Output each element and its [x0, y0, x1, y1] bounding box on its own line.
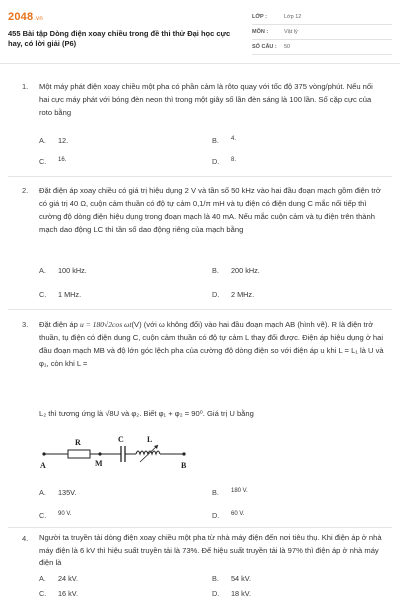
label-b: B	[181, 461, 187, 470]
option-c[interactable]: C. 16 kV.	[39, 589, 79, 598]
option-c[interactable]: C. 90 V.	[39, 511, 72, 520]
question-divider	[8, 176, 392, 177]
inductor-symbol	[136, 451, 160, 454]
question-number: 4.	[22, 534, 29, 543]
option-a[interactable]: A. 24 kV.	[39, 574, 79, 583]
option-b[interactable]: B. 54 kV.	[212, 574, 252, 583]
node-b	[182, 452, 185, 455]
question-text-middle: (hình vẽ). R là điện trở thuần, tụ điện có điện dung C, cuộn cảm thuần có độ tự cảm L thay đổi được. Điện áp hiệu dụng ở hai đầu đoạn mạch MB và độ lớn góc lệch pha của cường độ dòng điện so với điện áp u khi L = L₁ là U và φ₁, còn khi L =	[39, 320, 384, 368]
option-d[interactable]: D. 60 V.	[212, 511, 245, 520]
circuit-diagram	[38, 432, 188, 474]
voltage-formula: u = 180√2cos ωt	[79, 320, 132, 329]
meta-row-class	[252, 10, 392, 25]
option-a[interactable]: A. 100 kHz.	[39, 266, 87, 275]
meta-row-subject	[252, 25, 392, 40]
option-c[interactable]: C. 1 MHz.	[39, 290, 82, 299]
label-m: M	[95, 459, 103, 468]
question-divider	[8, 527, 392, 528]
question-number: 1.	[22, 82, 29, 91]
question-divider	[8, 309, 392, 310]
meta-row-count	[252, 40, 392, 55]
label-a: A	[40, 461, 46, 470]
document-meta	[252, 10, 392, 55]
option-a[interactable]: A. 135V.	[39, 488, 77, 497]
option-c[interactable]: C. 16.	[39, 157, 67, 166]
option-b[interactable]: B. 4.	[212, 136, 237, 145]
question-text	[39, 318, 384, 370]
meta-label: SỐ CÂU :	[252, 44, 277, 50]
page-header	[0, 0, 400, 64]
label-c: C	[118, 435, 124, 444]
option-d[interactable]: D. 18 kV.	[212, 589, 252, 598]
label-l: L	[147, 435, 153, 444]
node-m	[98, 452, 101, 455]
question-text: Người ta truyền tải dòng điện xoay chiều một pha từ nhà máy điện đến nơi tiêu thụ. Khi điện áp ở nhà máy điện là 6 kV thì hiệu suất truyền tải là 73%. Để hiệu suất truyền tải là 97% thì điện áp ở nhà máy điện là	[39, 533, 382, 567]
option-b[interactable]: B. 180 V.	[212, 488, 248, 497]
question-number: 2.	[22, 186, 29, 195]
question-number: 3.	[22, 320, 29, 329]
resistor-symbol	[68, 450, 90, 458]
question-text-last: L₂ thì tương ứng là √8U và φ₂. Biết φ₁ + φ₂ = 90⁰. Giá trị U bằng	[39, 409, 254, 418]
meta-label: MÔN :	[252, 29, 269, 35]
option-d[interactable]: D. 2 MHz.	[212, 290, 255, 299]
document-title: 455 Bài tập Dòng điện xoay chiều trong đề thi thử Đại học cực hay, có lời giải (P6)	[8, 29, 231, 48]
site-logo[interactable]: 2048.vn	[8, 11, 43, 23]
option-a[interactable]: A. 12.	[39, 136, 69, 145]
meta-value: Lớp 12	[284, 14, 302, 20]
option-d[interactable]: D. 8.	[212, 157, 237, 166]
question-text: Một máy phát điện xoay chiều một pha có phần cảm là rôto quay với tốc độ 375 vòng/phút. Nếu nối hai cực máy phát với bóng đèn neon thì trong một giây số lần đèn sáng là 100 lần. Số cặp cực của roto bằng	[39, 82, 373, 117]
node-a	[42, 452, 45, 455]
question-text: Đặt điện áp xoay chiều có giá trị hiệu dụng 2 V và tần số 50 kHz vào hai đầu đoạn mạch gồm điện trở có giá trị 40 Ω, cuộn cảm thuần có độ tự cảm 0,1/π mH và tụ điện có điện dung C mắc nối tiếp thì cường độ dòng điện hiệu dụng trong đoạn mạch là 40 mA. Nếu mắc cuộn cảm và tụ điện trên thành mạch dao động LC thì tần số dao động riêng của mạch bằng	[39, 186, 381, 234]
meta-value: Vật lý	[284, 29, 298, 35]
question-text-line1-end: (V) (với ω không đổi) vào hai đầu đoạn mạch AB	[131, 320, 296, 329]
question-text-start: Đặt điện áp	[39, 320, 80, 329]
meta-label: LỚP :	[252, 14, 267, 20]
option-b[interactable]: B. 200 kHz.	[212, 266, 260, 275]
label-r: R	[75, 438, 81, 447]
meta-value: 50	[284, 44, 291, 50]
